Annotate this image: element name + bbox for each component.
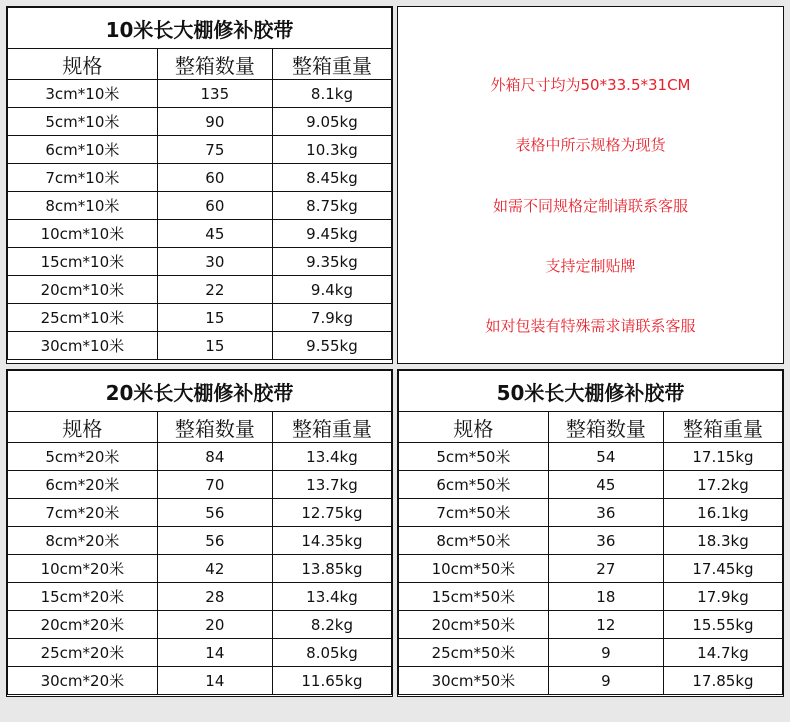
cell-qty: 60 bbox=[157, 164, 272, 192]
cell-weight: 13.4kg bbox=[272, 583, 391, 611]
cell-weight: 17.2kg bbox=[663, 471, 782, 499]
note-custom-spec: 如需不同规格定制请联系客服 bbox=[492, 197, 688, 215]
cell-spec: 8cm*10米 bbox=[8, 192, 158, 220]
cell-qty: 9 bbox=[548, 667, 663, 695]
cell-spec: 20cm*10米 bbox=[8, 276, 158, 304]
table-row bbox=[399, 639, 783, 667]
note-packaging: 如对包装有特殊需求请联系客服 bbox=[485, 317, 696, 335]
cell-weight: 14.7kg bbox=[663, 639, 782, 667]
header-weight: 整箱重量 bbox=[272, 49, 391, 80]
cell-spec: 7cm*10米 bbox=[8, 164, 158, 192]
cell-qty: 22 bbox=[157, 276, 272, 304]
cell-spec: 5cm*10米 bbox=[8, 108, 158, 136]
table-title: 20米长大棚修补胶带 bbox=[8, 371, 392, 412]
cell-qty: 70 bbox=[157, 471, 272, 499]
header-qty: 整箱数量 bbox=[157, 412, 272, 443]
table-20m-panel bbox=[6, 369, 393, 697]
cell-qty: 36 bbox=[548, 499, 663, 527]
cell-weight: 17.45kg bbox=[663, 555, 782, 583]
cell-qty: 15 bbox=[157, 332, 272, 360]
cell-spec: 10cm*50米 bbox=[399, 555, 549, 583]
cell-weight: 17.85kg bbox=[663, 667, 782, 695]
table-row bbox=[8, 136, 392, 164]
table-row bbox=[399, 499, 783, 527]
table-row bbox=[8, 276, 392, 304]
cell-weight: 8.45kg bbox=[272, 164, 391, 192]
cell-qty: 12 bbox=[548, 611, 663, 639]
note-box-size: 外箱尺寸均为50*33.5*31CM bbox=[490, 76, 691, 94]
cell-weight: 8.1kg bbox=[272, 80, 391, 108]
cell-weight: 9.4kg bbox=[272, 276, 391, 304]
cell-weight: 9.35kg bbox=[272, 248, 391, 276]
cell-spec: 8cm*50米 bbox=[399, 527, 549, 555]
header-spec: 规格 bbox=[8, 412, 158, 443]
table-row bbox=[8, 667, 392, 695]
cell-weight: 17.15kg bbox=[663, 443, 782, 471]
note-oem: 支持定制贴牌 bbox=[545, 257, 636, 275]
cell-spec: 25cm*20米 bbox=[8, 639, 158, 667]
table-row bbox=[8, 108, 392, 136]
header-spec: 规格 bbox=[8, 49, 158, 80]
cell-spec: 15cm*50米 bbox=[399, 583, 549, 611]
cell-qty: 60 bbox=[157, 192, 272, 220]
cell-qty: 20 bbox=[157, 611, 272, 639]
cell-weight: 13.7kg bbox=[272, 471, 391, 499]
cell-spec: 25cm*50米 bbox=[399, 639, 549, 667]
cell-qty: 75 bbox=[157, 136, 272, 164]
cell-spec: 30cm*20米 bbox=[8, 667, 158, 695]
table-row bbox=[8, 527, 392, 555]
table-row bbox=[8, 471, 392, 499]
cell-qty: 14 bbox=[157, 667, 272, 695]
table-row bbox=[8, 80, 392, 108]
table-10m-panel bbox=[6, 6, 393, 364]
cell-qty: 18 bbox=[548, 583, 663, 611]
cell-qty: 90 bbox=[157, 108, 272, 136]
cell-qty: 56 bbox=[157, 499, 272, 527]
table-row bbox=[8, 164, 392, 192]
cell-spec: 15cm*10米 bbox=[8, 248, 158, 276]
header-weight: 整箱重量 bbox=[663, 412, 782, 443]
table-50m bbox=[398, 370, 783, 695]
cell-weight: 15.55kg bbox=[663, 611, 782, 639]
cell-weight: 9.05kg bbox=[272, 108, 391, 136]
cell-spec: 3cm*10米 bbox=[8, 80, 158, 108]
header-spec: 规格 bbox=[399, 412, 549, 443]
cell-weight: 13.4kg bbox=[272, 443, 391, 471]
cell-spec: 20cm*20米 bbox=[8, 611, 158, 639]
table-row bbox=[8, 248, 392, 276]
table-row bbox=[8, 332, 392, 360]
cell-weight: 10.3kg bbox=[272, 136, 391, 164]
cell-weight: 18.3kg bbox=[663, 527, 782, 555]
cell-qty: 9 bbox=[548, 639, 663, 667]
cell-qty: 27 bbox=[548, 555, 663, 583]
cell-qty: 45 bbox=[548, 471, 663, 499]
note-stock: 表格中所示规格为现货 bbox=[515, 136, 666, 154]
cell-weight: 12.75kg bbox=[272, 499, 391, 527]
cell-qty: 15 bbox=[157, 304, 272, 332]
table-row bbox=[399, 555, 783, 583]
cell-weight: 8.2kg bbox=[272, 611, 391, 639]
table-10m bbox=[7, 7, 392, 360]
cell-spec: 25cm*10米 bbox=[8, 304, 158, 332]
cell-spec: 8cm*20米 bbox=[8, 527, 158, 555]
cell-spec: 30cm*10米 bbox=[8, 332, 158, 360]
table-row bbox=[8, 220, 392, 248]
cell-weight: 17.9kg bbox=[663, 583, 782, 611]
cell-spec: 7cm*20米 bbox=[8, 499, 158, 527]
cell-weight: 11.65kg bbox=[272, 667, 391, 695]
cell-spec: 10cm*20米 bbox=[8, 555, 158, 583]
cell-spec: 15cm*20米 bbox=[8, 583, 158, 611]
table-row bbox=[8, 499, 392, 527]
cell-qty: 42 bbox=[157, 555, 272, 583]
header-weight: 整箱重量 bbox=[272, 412, 391, 443]
table-row bbox=[8, 611, 392, 639]
cell-qty: 30 bbox=[157, 248, 272, 276]
cell-weight: 16.1kg bbox=[663, 499, 782, 527]
cell-qty: 36 bbox=[548, 527, 663, 555]
table-title: 50米长大棚修补胶带 bbox=[399, 371, 783, 412]
cell-weight: 8.75kg bbox=[272, 192, 391, 220]
table-row bbox=[399, 583, 783, 611]
notes-panel bbox=[397, 6, 784, 364]
cell-weight: 9.55kg bbox=[272, 332, 391, 360]
header-qty: 整箱数量 bbox=[548, 412, 663, 443]
table-row bbox=[8, 304, 392, 332]
cell-spec: 6cm*50米 bbox=[399, 471, 549, 499]
table-row bbox=[399, 611, 783, 639]
cell-spec: 10cm*10米 bbox=[8, 220, 158, 248]
table-row bbox=[8, 639, 392, 667]
table-row bbox=[399, 443, 783, 471]
cell-qty: 84 bbox=[157, 443, 272, 471]
cell-qty: 14 bbox=[157, 639, 272, 667]
cell-spec: 5cm*50米 bbox=[399, 443, 549, 471]
table-title: 10米长大棚修补胶带 bbox=[8, 8, 392, 49]
table-row bbox=[399, 471, 783, 499]
table-row bbox=[8, 583, 392, 611]
cell-weight: 13.85kg bbox=[272, 555, 391, 583]
table-row bbox=[399, 527, 783, 555]
cell-qty: 56 bbox=[157, 527, 272, 555]
table-20m bbox=[7, 370, 392, 695]
table-row bbox=[8, 555, 392, 583]
cell-spec: 5cm*20米 bbox=[8, 443, 158, 471]
cell-spec: 20cm*50米 bbox=[399, 611, 549, 639]
cell-weight: 9.45kg bbox=[272, 220, 391, 248]
cell-qty: 45 bbox=[157, 220, 272, 248]
table-row bbox=[8, 192, 392, 220]
cell-spec: 6cm*10米 bbox=[8, 136, 158, 164]
cell-weight: 8.05kg bbox=[272, 639, 391, 667]
table-50m-panel bbox=[397, 369, 784, 697]
cell-qty: 135 bbox=[157, 80, 272, 108]
cell-spec: 30cm*50米 bbox=[399, 667, 549, 695]
header-qty: 整箱数量 bbox=[157, 49, 272, 80]
cell-spec: 7cm*50米 bbox=[399, 499, 549, 527]
notes-list bbox=[398, 7, 783, 363]
cell-weight: 14.35kg bbox=[272, 527, 391, 555]
table-row bbox=[8, 443, 392, 471]
cell-spec: 6cm*20米 bbox=[8, 471, 158, 499]
cell-qty: 54 bbox=[548, 443, 663, 471]
table-row bbox=[399, 667, 783, 695]
cell-qty: 28 bbox=[157, 583, 272, 611]
cell-weight: 7.9kg bbox=[272, 304, 391, 332]
